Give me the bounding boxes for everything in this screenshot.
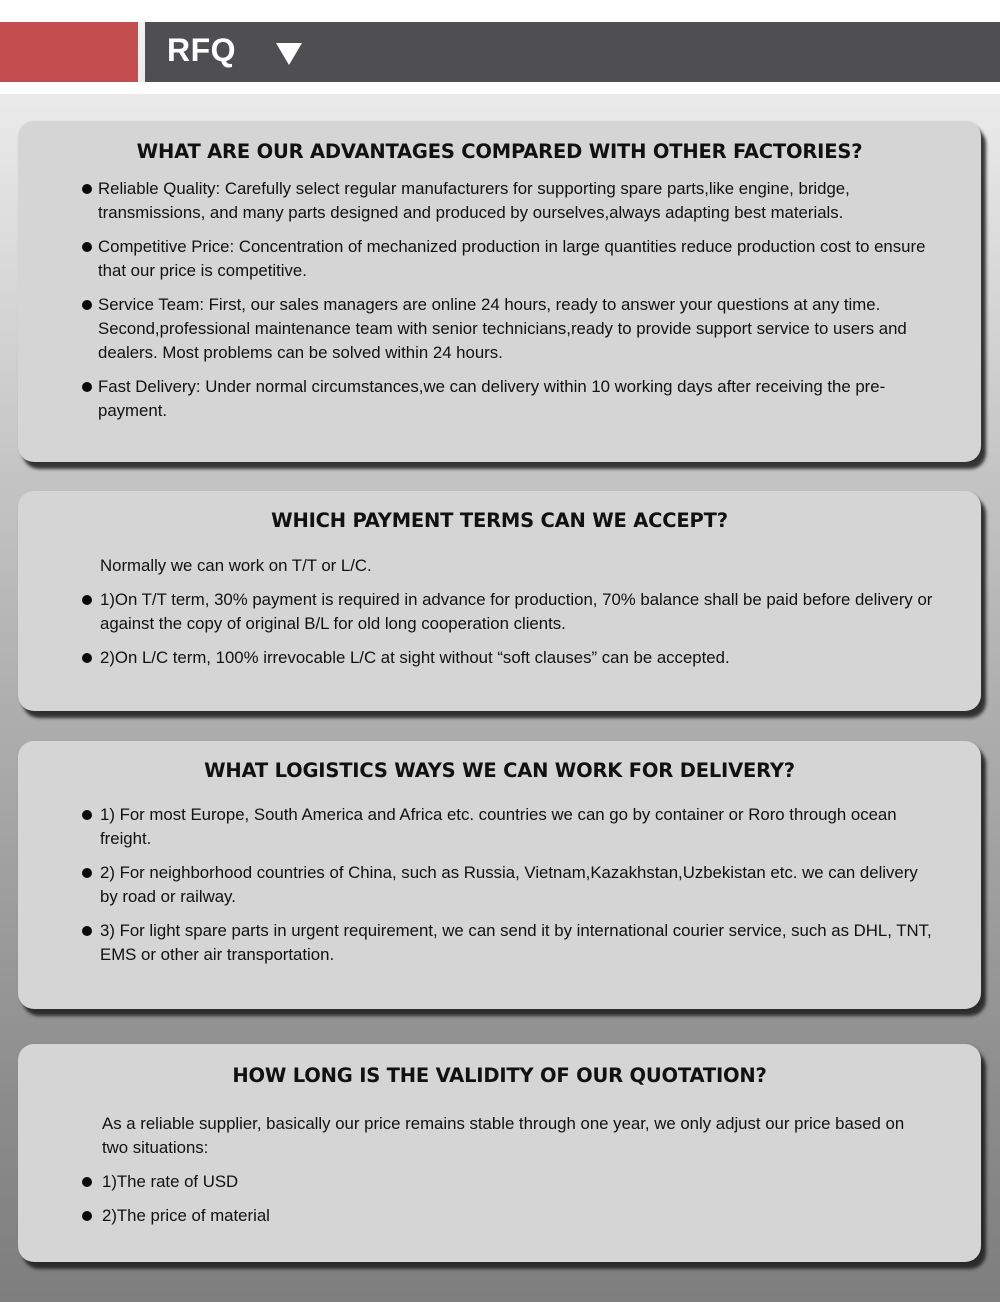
bullet-icon — [82, 382, 92, 392]
list-item: Reliable Quality: Carefully select regular manufacturers for supporting spare parts,like engine, bridge, transmissions, and many parts designed and produced by ourselves,always adapting best materials. — [98, 179, 850, 222]
bullet-icon — [82, 184, 92, 194]
rfq-header — [0, 22, 1000, 82]
triangle-down-icon — [276, 43, 302, 65]
bullet-icon — [82, 653, 92, 663]
section-title: WHAT ARE OUR ADVANTAGES COMPARED WITH OTHER FACTORIES? — [136, 140, 863, 163]
bullet-icon — [82, 1211, 92, 1221]
page-title: RFQ — [167, 32, 237, 68]
list-item: 2) For neighborhood countries of China, such as Russia, Vietnam,Kazakhstan,Uzbekistan etc. we can delivery by road or railway. — [100, 863, 918, 906]
header-bar — [145, 22, 1000, 82]
bullet-icon — [82, 300, 92, 310]
list-item: 1)On T/T term, 30% payment is required in advance for production, 70% balance shall be paid before delivery or against the copy of original B/L for old long cooperation clients. — [100, 590, 933, 633]
bullet-icon — [82, 242, 92, 252]
section-title: WHICH PAYMENT TERMS CAN WE ACCEPT? — [271, 509, 728, 532]
list-item: 1) For most Europe, South America and Africa etc. countries we can go by container or Roro through ocean freight. — [100, 805, 897, 848]
bullet-icon — [82, 926, 92, 936]
section-intro: Normally we can work on T/T or L/C. — [100, 556, 372, 575]
quotation-validity-card — [18, 1044, 981, 1262]
header-divider — [0, 82, 1000, 94]
header-accent-block — [0, 22, 138, 82]
top-margin — [0, 0, 1000, 22]
logistics-card — [18, 741, 981, 1009]
list-item: Competitive Price: Concentration of mechanized production in large quantities reduce production cost to ensure that our price is competitive. — [98, 237, 926, 280]
section-title: WHAT LOGISTICS WAYS WE CAN WORK FOR DELIVERY? — [204, 759, 795, 782]
list-item: 3) For light spare parts in urgent requirement, we can send it by international courier service, such as DHL, TNT, EMS or other air transportation. — [100, 921, 932, 964]
section-intro: As a reliable supplier, basically our price remains stable through one year, we only adjust our price based on two situations: — [102, 1114, 905, 1157]
list-item: 2)On L/C term, 100% irrevocable L/C at sight without “soft clauses” can be accepted. — [100, 648, 730, 667]
list-item: Fast Delivery: Under normal circumstances,we can delivery within 10 working days after receiving the pre-payment. — [98, 377, 886, 420]
advantages-card — [18, 121, 981, 462]
list-item: Service Team: First, our sales managers are online 24 hours, ready to answer your questions at any time. Second,professional maintenance team with senior technicians,ready to provide support service to users and dealers. Most problems can be solved within 24 hours. — [98, 295, 907, 362]
list-item: 1)The rate of USD — [102, 1172, 239, 1191]
bullet-icon — [82, 1177, 92, 1187]
bullet-icon — [82, 868, 92, 878]
payment-terms-card — [18, 491, 981, 711]
bullet-icon — [82, 810, 92, 820]
list-item: 2)The price of material — [102, 1206, 270, 1225]
section-title: HOW LONG IS THE VALIDITY OF OUR QUOTATION? — [232, 1064, 767, 1087]
bullet-icon — [82, 595, 92, 605]
